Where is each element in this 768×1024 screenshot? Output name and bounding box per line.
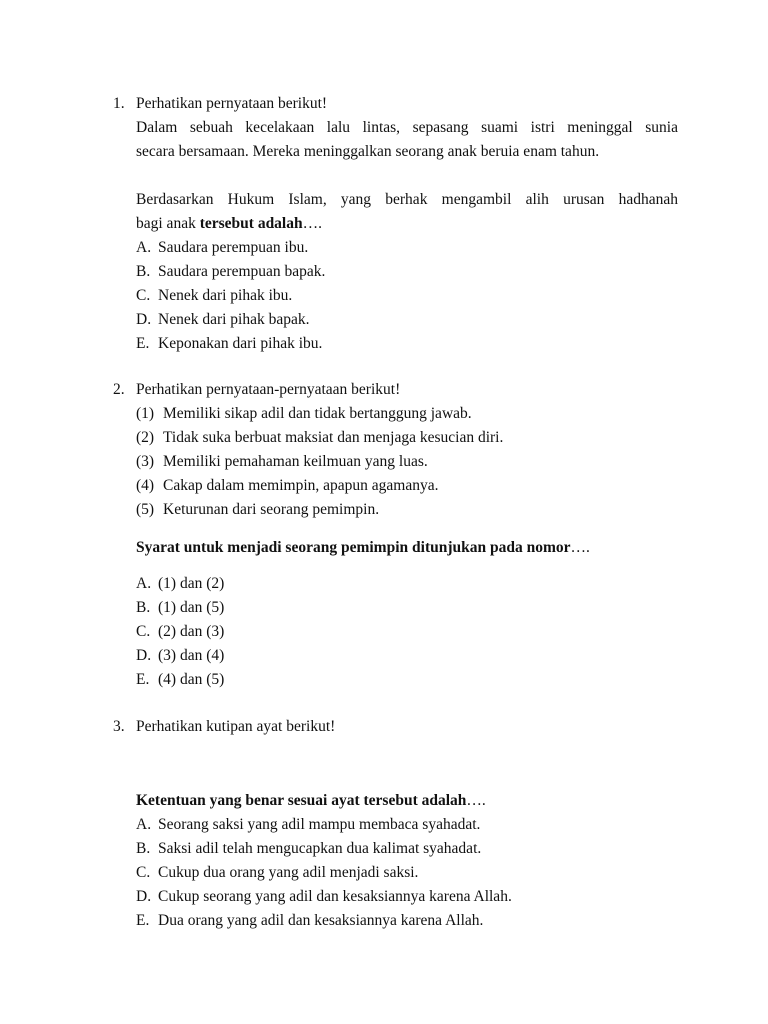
option-letter: D. — [136, 888, 152, 905]
question-prompt-line — [113, 188, 678, 212]
option-text: Saudara perempuan ibu. — [158, 239, 309, 256]
answer-option — [113, 837, 678, 861]
question-prompt — [136, 789, 486, 813]
option-text: Saksi adil telah mengucapkan dua kalimat syahadat. — [158, 840, 482, 857]
question-1-title-line — [113, 92, 678, 116]
question-prompt-line — [113, 212, 678, 236]
question-prompt-line — [113, 536, 678, 560]
statement-item — [113, 402, 678, 426]
question-number: 1. — [113, 95, 125, 112]
option-text: Seorang saksi yang adil mampu membaca syahadat. — [158, 816, 481, 833]
option-letter: D. — [136, 311, 152, 328]
question-prompt-end — [136, 212, 322, 236]
statement-text: Cakap dalam memimpin, apapun agamanya. — [163, 477, 439, 494]
answer-option — [113, 260, 678, 284]
question-title: Perhatikan pernyataan berikut! — [136, 95, 328, 112]
answer-option — [113, 644, 678, 668]
question-3-title-line — [113, 715, 678, 739]
answer-option — [113, 596, 678, 620]
prompt-bold: Syarat untuk menjadi seorang pemimpin ditunjukan pada nomor — [136, 539, 571, 556]
option-letter: C. — [136, 623, 151, 640]
answer-option — [113, 668, 678, 692]
statement-label: (1) — [136, 405, 155, 422]
prompt-ellipsis: …. — [570, 539, 590, 556]
option-letter: A. — [136, 575, 152, 592]
answer-option — [113, 620, 678, 644]
question-text: Dalam sebuah kecelakaan lalu lintas, sepasang suami istri meninggal sunia — [136, 119, 678, 136]
option-text: Cukup seorang yang adil dan kesaksiannya karena Allah. — [158, 888, 512, 905]
option-text: Saudara perempuan bapak. — [158, 263, 326, 280]
question-prompt-line — [113, 789, 678, 813]
option-text: Dua orang yang adil dan kesaksiannya karena Allah. — [158, 912, 484, 929]
question-prompt: Berdasarkan Hukum Islam, yang berhak mengambil alih urusan hadhanah — [136, 191, 678, 208]
statement-item — [113, 498, 678, 522]
statement-text: Memiliki pemahaman keilmuan yang luas. — [163, 453, 428, 470]
answer-option — [113, 909, 678, 933]
option-letter: B. — [136, 263, 151, 280]
option-letter: C. — [136, 864, 151, 881]
option-text: (1) dan (2) — [158, 575, 225, 592]
option-letter: C. — [136, 287, 151, 304]
option-letter: E. — [136, 671, 150, 688]
question-prompt — [136, 536, 590, 560]
question-title: Perhatikan pernyataan-pernyataan berikut! — [136, 381, 401, 398]
statement-label: (2) — [136, 429, 155, 446]
question-text-line — [113, 140, 678, 164]
question-number: 2. — [113, 381, 125, 398]
question-title: Perhatikan kutipan ayat berikut! — [136, 718, 336, 735]
option-letter: B. — [136, 840, 151, 857]
statement-item — [113, 426, 678, 450]
option-text: (4) dan (5) — [158, 671, 225, 688]
answer-option — [113, 861, 678, 885]
option-text: Keponakan dari pihak ibu. — [158, 335, 323, 352]
statement-text: Tidak suka berbuat maksiat dan menjaga kesucian diri. — [163, 429, 504, 446]
answer-option — [113, 308, 678, 332]
answer-option — [113, 332, 678, 356]
option-letter: E. — [136, 912, 150, 929]
option-text: Cukup dua orang yang adil menjadi saksi. — [158, 864, 419, 881]
option-letter: A. — [136, 816, 152, 833]
option-letter: D. — [136, 647, 152, 664]
option-letter: E. — [136, 335, 150, 352]
statement-label: (4) — [136, 477, 155, 494]
question-2-title-line — [113, 378, 678, 402]
statement-item — [113, 474, 678, 498]
statement-label: (5) — [136, 501, 155, 518]
question-text-line — [113, 116, 678, 140]
prompt-ellipsis: …. — [302, 215, 322, 232]
answer-option — [113, 236, 678, 260]
question-text: secara bersamaan. Mereka meninggalkan seorang anak beruia enam tahun. — [136, 143, 600, 160]
answer-option — [113, 284, 678, 308]
option-letter: A. — [136, 239, 152, 256]
option-text: (3) dan (4) — [158, 647, 225, 664]
statement-item — [113, 450, 678, 474]
prompt-bold: Ketentuan yang benar sesuai ayat tersebut adalah — [136, 792, 467, 809]
question-number: 3. — [113, 718, 125, 735]
statement-text: Keturunan dari seorang pemimpin. — [163, 501, 380, 518]
statement-text: Memiliki sikap adil dan tidak bertanggung jawab. — [163, 405, 472, 422]
prompt-bold: tersebut adalah — [199, 215, 303, 232]
prompt-plain: bagi anak — [136, 215, 200, 232]
option-text: (2) dan (3) — [158, 623, 225, 640]
statement-label: (3) — [136, 453, 155, 470]
option-text: Nenek dari pihak bapak. — [158, 311, 310, 328]
option-letter: B. — [136, 599, 151, 616]
answer-option — [113, 813, 678, 837]
answer-option — [113, 572, 678, 596]
option-text: Nenek dari pihak ibu. — [158, 287, 293, 304]
option-text: (1) dan (5) — [158, 599, 225, 616]
answer-option — [113, 885, 678, 909]
prompt-ellipsis: …. — [466, 792, 486, 809]
